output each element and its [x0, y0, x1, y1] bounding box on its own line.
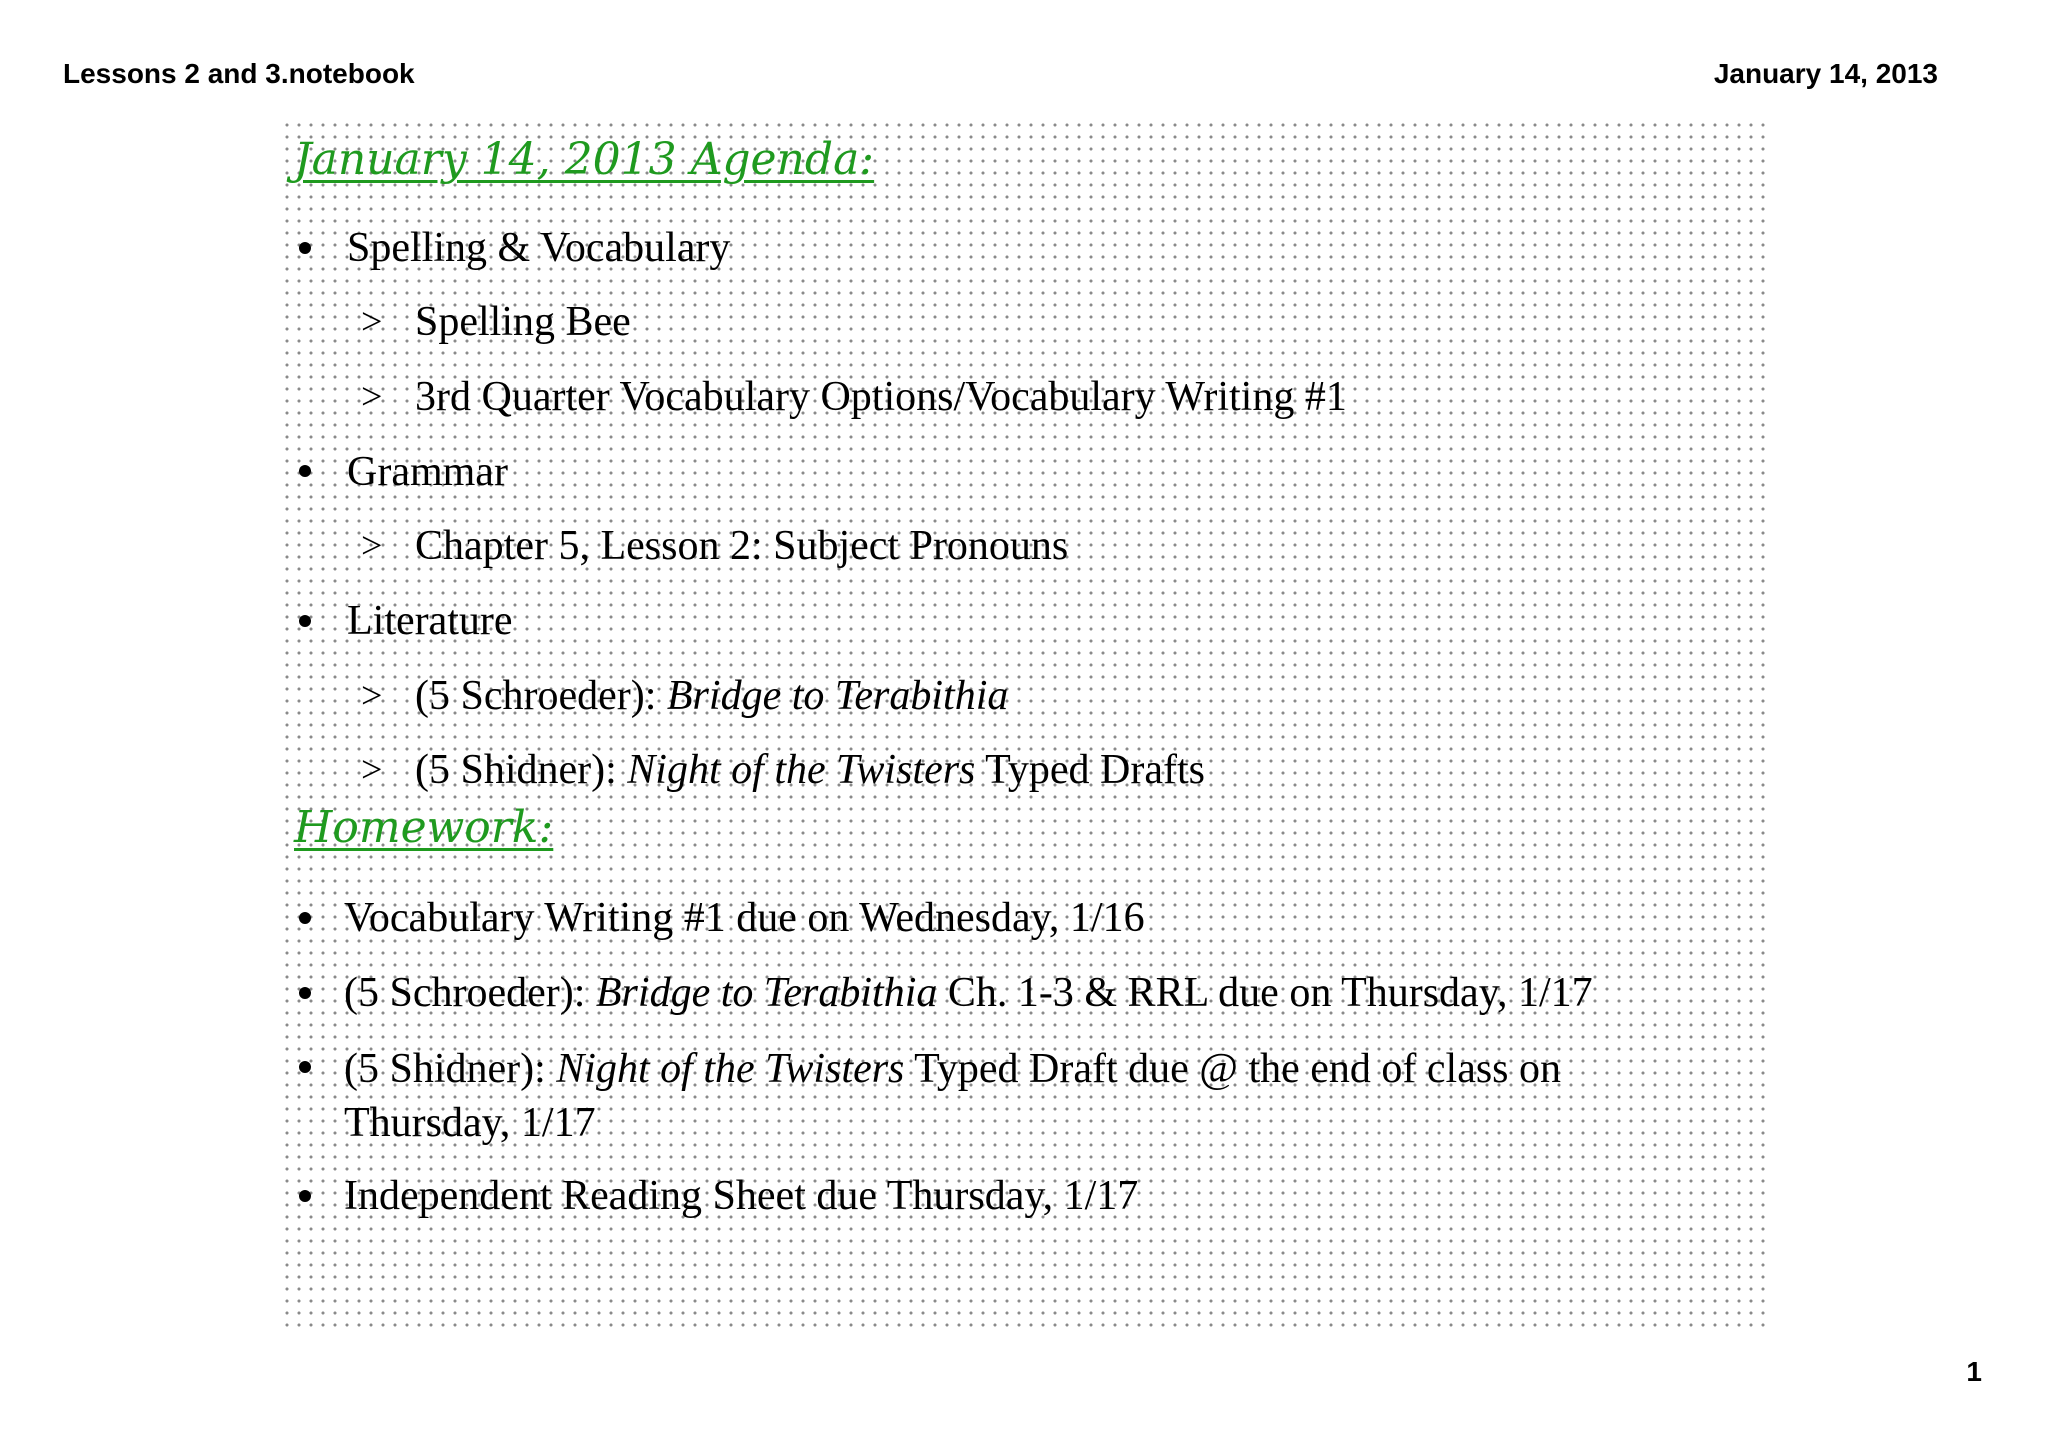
sub-item-marker: > — [361, 749, 383, 791]
class-label: (5 Shidner): — [415, 747, 628, 793]
header-date: January 14, 2013 — [1713, 58, 1938, 89]
notebook-page-canvas — [279, 117, 1770, 1329]
bullet-icon — [299, 615, 311, 627]
item-detail: Typed Draft due @ the end of class on Thursday, 1/17 — [344, 1046, 1562, 1146]
book-title: Bridge to Terabithia — [595, 970, 938, 1016]
item-detail: Ch. 1-3 & RRL due on Thursday, 1/17 — [937, 970, 1593, 1016]
bullet-icon — [299, 1061, 311, 1073]
homework-item-shidner — [344, 1042, 1724, 1150]
item-detail: Typed Drafts — [975, 747, 1205, 793]
book-title: Night of the Twisters — [627, 747, 976, 793]
sub-item-marker: > — [361, 675, 383, 717]
bullet-icon — [299, 465, 311, 477]
notebook-title: Lessons 2 and 3.notebook — [63, 58, 415, 89]
agenda-item-literature: Literature — [347, 598, 513, 644]
homework-heading: Homework: — [294, 802, 554, 853]
bullet-icon — [299, 987, 311, 999]
page-number: 1 — [1966, 1356, 1982, 1387]
book-title: Bridge to Terabithia — [666, 673, 1009, 719]
class-label: (5 Schroeder): — [344, 970, 596, 1016]
homework-item-schroeder — [344, 968, 1593, 1018]
sub-item-marker: > — [361, 525, 383, 567]
agenda-subitem-shidner — [415, 745, 1205, 795]
book-title: Night of the Twisters — [556, 1046, 905, 1092]
agenda-subitem-schroeder — [415, 671, 1008, 721]
homework-item-vocabulary: Vocabulary Writing #1 due on Wednesday, 1/16 — [344, 895, 1145, 941]
agenda-subitem-spelling-bee: Spelling Bee — [415, 299, 631, 345]
class-label: (5 Shidner): — [344, 1046, 557, 1092]
bullet-icon — [299, 912, 311, 924]
homework-item-reading-sheet: Independent Reading Sheet due Thursday, 1/17 — [344, 1173, 1139, 1219]
agenda-heading: January 14, 2013 Agenda: — [294, 134, 875, 185]
agenda-subitem-subject-pronouns: Chapter 5, Lesson 2: Subject Pronouns — [415, 523, 1069, 569]
agenda-item-spelling: Spelling & Vocabulary — [347, 225, 731, 271]
class-label: (5 Schroeder): — [415, 673, 667, 719]
agenda-item-grammar: Grammar — [347, 449, 508, 495]
bullet-icon — [299, 1190, 311, 1202]
bullet-icon — [299, 242, 311, 254]
sub-item-marker: > — [361, 301, 383, 343]
agenda-subitem-vocabulary-options: 3rd Quarter Vocabulary Options/Vocabulary Writing #1 — [415, 374, 1347, 420]
sub-item-marker: > — [361, 376, 383, 418]
